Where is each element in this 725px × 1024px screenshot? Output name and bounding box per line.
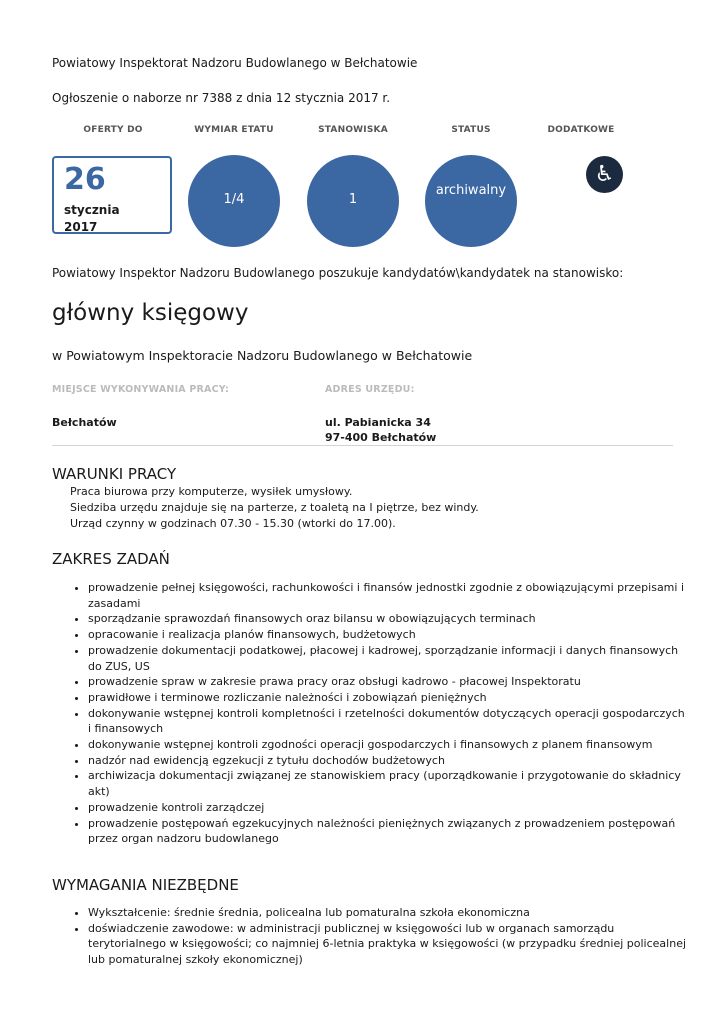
status-circle bbox=[425, 155, 517, 247]
organization-name: Powiatowy Inspektorat Nadzoru Budowlanego w Bełchatowie bbox=[52, 56, 418, 70]
conditions-heading: WARUNKI PRACY bbox=[52, 465, 177, 483]
fte-value: 1/4 bbox=[223, 192, 245, 207]
list-item: • opracowanie i realizacja planów finansowych, budżetowych bbox=[88, 627, 690, 643]
list-item: • prowadzenie dokumentacji podatkowej, płacowej i kadrowej, sporządzanie informacji i danych finansowych do ZUS, US bbox=[88, 643, 690, 674]
requirements-heading: WYMAGANIA NIEZBĘDNE bbox=[52, 876, 239, 894]
workplace-label: MIEJSCE WYKONYWANIA PRACY: bbox=[52, 384, 230, 395]
department: w Powiatowym Inspektoracie Nadzoru Budowlanego w Bełchatowie bbox=[52, 348, 473, 363]
duties-list bbox=[70, 580, 690, 847]
list-item: • dokonywanie wstępnej kontroli kompletności i rzetelności dokumentów dotyczących operacji gospodarczych i finansowych bbox=[88, 706, 690, 737]
address-line-1: ul. Pabianicka 34 bbox=[325, 416, 431, 429]
intro-text: Powiatowy Inspektor Nadzoru Budowlanego poszukuje kandydatów\kandydatek na stanowisko: bbox=[52, 266, 624, 280]
list-item: • prowadzenie pełnej księgowości, rachunkowości i finansów jednostki zgodnie z obowiązującymi przepisami i zasadami bbox=[88, 580, 690, 611]
list-item: • prowadzenie postępowań egzekucyjnych należności pieniężnych związanych z prowadzeniem postępowań przez organ nadzoru budowlanego bbox=[88, 816, 690, 847]
address-label: ADRES URZĘDU: bbox=[325, 384, 415, 395]
list-item: • Wykształcenie: średnie średnia, policealna lub pomaturalna szkoła ekonomiczna bbox=[88, 905, 690, 921]
deadline-day: 26 bbox=[64, 162, 106, 197]
list-item: • prowadzenie kontroli zarządczej bbox=[88, 800, 690, 816]
conditions-line: Urząd czynny w godzinach 07.30 - 15.30 (wtorki do 17.00). bbox=[70, 517, 396, 530]
status-value: archiwalny bbox=[435, 183, 507, 198]
notice-number: Ogłoszenie o naborze nr 7388 z dnia 12 stycznia 2017 r. bbox=[52, 91, 391, 105]
job-title: główny księgowy bbox=[52, 300, 249, 326]
header-fte: WYMIAR ETATU bbox=[194, 125, 274, 135]
wheelchair-icon: ♿ bbox=[586, 156, 623, 193]
list-item: • sporządzanie sprawozdań finansowych oraz bilansu w obowiązujących terminach bbox=[88, 611, 690, 627]
header-deadline: OFERTY DO bbox=[83, 125, 143, 135]
fte-circle bbox=[188, 155, 280, 247]
conditions-line: Siedziba urzędu znajduje się na parterze, z toaletą na I piętrze, bez windy. bbox=[70, 501, 479, 514]
list-item: • nadzór nad ewidencją egzekucji z tytułu dochodów budżetowych bbox=[88, 753, 690, 769]
address-line-2: 97-400 Bełchatów bbox=[325, 431, 437, 444]
header-extra: DODATKOWE bbox=[547, 125, 615, 135]
workplace-value: Bełchatów bbox=[52, 416, 117, 429]
positions-circle bbox=[307, 155, 399, 247]
list-item: • prowadzenie spraw w zakresie prawa pracy oraz obsługi kadrowo - płacowej Inspektoratu bbox=[88, 674, 690, 690]
deadline-year: 2017 bbox=[64, 220, 98, 234]
positions-value: 1 bbox=[348, 192, 358, 207]
conditions-text bbox=[70, 484, 479, 532]
requirements-list bbox=[70, 905, 690, 968]
header-status: STATUS bbox=[451, 125, 491, 135]
conditions-line: Praca biurowa przy komputerze, wysiłek umysłowy. bbox=[70, 485, 353, 498]
deadline-date-box bbox=[52, 156, 172, 234]
header-positions: STANOWISKA bbox=[318, 125, 388, 135]
deadline-month: stycznia bbox=[64, 203, 120, 217]
section-divider bbox=[52, 445, 673, 446]
duties-heading: ZAKRES ZADAŃ bbox=[52, 550, 170, 568]
list-item: • doświadczenie zawodowe: w administracji publicznej w księgowości lub w organach samorządu terytorialnego w księgowości; co najmniej 6-letnia praktyka w księgowości (w przypadku średniej policealnej lub pomaturalnej szkoły ekonomicznej) bbox=[88, 921, 690, 968]
list-item: • archiwizacja dokumentacji związanej ze stanowiskiem pracy (uporządkowanie i przygotowanie do składnicy akt) bbox=[88, 768, 690, 799]
list-item: • dokonywanie wstępnej kontroli zgodności operacji gospodarczych i finansowych z planem finansowym bbox=[88, 737, 690, 753]
list-item: • prawidłowe i terminowe rozliczanie należności i zobowiązań pieniężnych bbox=[88, 690, 690, 706]
